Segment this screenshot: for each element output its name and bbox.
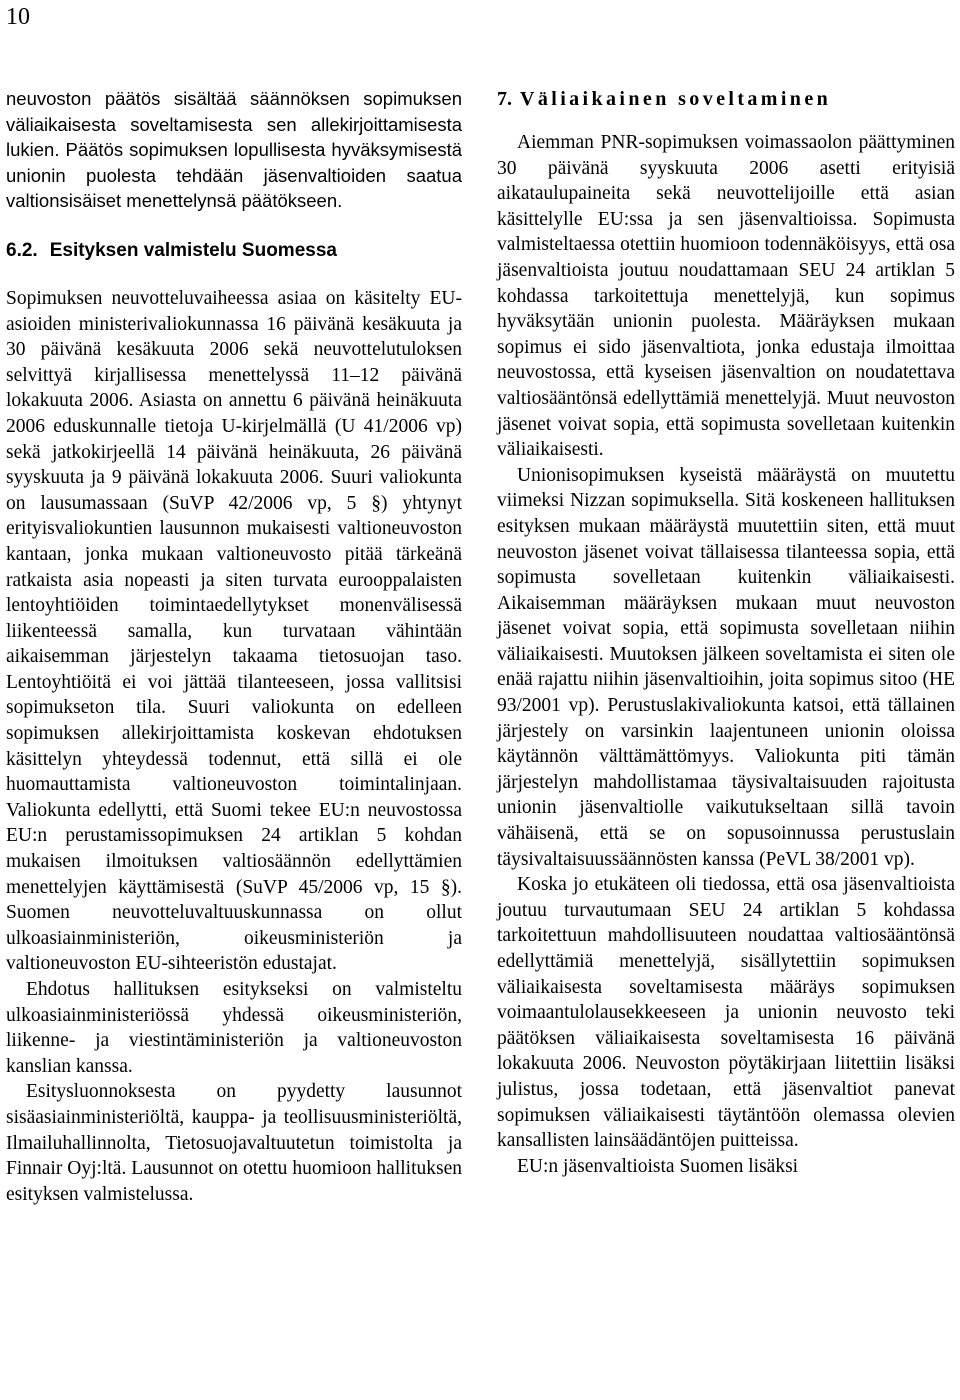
- section-heading-7: [497, 86, 955, 112]
- section-title: Väliaikainen soveltaminen: [520, 88, 832, 110]
- paragraph: Koska jo etukäteen oli tiedossa, että osa jäsenvaltioista joutuu turvautumaan SEU 24 artiklan 5 kohdassa tarkoitettuun mahdollisuuteen noudattaa valtiosääntönsä edellyttämiä menettelyjä, sisällytettiin sopimuksen väliaikaisesta soveltamisesta määräys sopimuksen voimaantulolausekkeeseen ja unionin neuvosto teki päätöksen väliaikaisesta soveltamisesta 16 päivänä lokakuuta 2006. Neuvoston pöytäkirjaan liitettiin lisäksi julistus, jossa todetaan, että jäsenvaltiot panevat sopimuksen väliaikaisesti täytäntöön olemassa olevien kansallisten lainsäädäntöjen puitteissa.: [497, 874, 955, 1152]
- page-number: 10: [6, 4, 30, 30]
- intro-paragraph: neuvoston päätös sisältää säännöksen sopimuksen väliaikaisesta soveltamisesta sen allekirjoittamisesta lukien. Päätös sopimuksen lopullisesta hyväksymisestä unionin puolesta tehdään jäsenvaltioiden saatua valtionsisäiset menettelynsä päätökseen.: [6, 88, 462, 212]
- paragraph: Esitysluonnoksesta on pyydetty lausunnot sisäasiainministeriöltä, kauppa- ja teollisuusministeriöltä, Ilmailuhallinnolta, Tietosuojavaltuutetun toimistolta ja Finnair Oyj:ltä. Lausunnot on otettu huomioon hallituksen esityksen valmistelussa.: [6, 1081, 462, 1205]
- section-number: 6.2.: [6, 239, 38, 261]
- section-title: Esityksen valmistelu Suomessa: [49, 239, 337, 261]
- section-number: 7.: [497, 88, 512, 110]
- paragraph: EU:n jäsenvaltioista Suomen lisäksi: [517, 1155, 799, 1177]
- section-heading-6-2: [6, 238, 462, 264]
- paragraph: Aiemman PNR-sopimuksen voimassaolon päättyminen 30 päivänä syyskuuta 2006 asetti erityisiä aikataulupaineita sekä neuvottelijoille että asian käsittelylle EU:ssa ja sen jäsenvaltioissa. Sopimusta valmisteltaessa otettiin huomioon todennäköisyys, että osa jäsenvaltioista joutuu noudattamaan SEU 24 artiklan 5 kohdassa tarkoitettuja menettelyjä, kun sopimus hyväksytään unionin puolesta. Määräyksen mukaan sopimus ei sido jäsenvaltiota, jonka edustaja ilmoittaa neuvostossa, että kyseisen jäsenvaltion on noudatettava valtiosääntönsä edellyttämiä menettelyjä. Muut neuvoston jäsenet voivat sopia, että sopimusta sovelletaan kuitenkin väliaikaisesti.: [497, 132, 955, 461]
- paragraph: Unionisopimuksen kyseistä määräystä on muutettu viimeksi Nizzan sopimuksella. Sitä koskeneen hallituksen esityksen mukaan määräystä muutettiin siten, että muut neuvoston jäsenet voivat tällaisessa tilanteessa sopia, että sopimusta sovelletaan kuitenkin väliaikaisesti. Aikaisemman määräyksen mukaan muut neuvoston jäsenet voivat sopia, että sopimusta sovelletaan niihin väliaikaisesti. Muutoksen jälkeen soveltamista ei siten ole enää rajattu niihin jäsenvaltioihin, joita sopimus sitoo (HE 93/2001 vp). Perustuslakivaliokunta katsoi, että tällainen järjestely on varsinkin laajentuneen unionin oloissa käytännön välttämättömyys. Valiokunta piti tämän järjestelyn mahdollistamaa täysivaltaisuuden rajoitusta unionin jäsenvaltiolle vaikutukseltaan sillä tavoin vähäisenä, että se on sopusoinnussa perustuslain täysivaltaisuussäännösten kanssa (PeVL 38/2001 vp).: [497, 464, 955, 870]
- paragraph: Ehdotus hallituksen esitykseksi on valmisteltu ulkoasiainministeriössä yhdessä oikeusministeriön, liikenne- ja viestintäministeriön ja valtioneuvoston kanslian kanssa.: [6, 979, 462, 1077]
- paragraph: Sopimuksen neuvotteluvaiheessa asiaa on käsitelty EU-asioiden ministerivaliokunnassa 16 päivänä kesäkuuta ja 30 päivänä kesäkuuta 2006 sekä neuvottelutuloksen selvittyä kirjallisessa menettelyssä 11–12 päivänä lokakuuta 2006. Asiasta on annettu 6 päivänä heinäkuuta 2006 eduskunnalle tietoja U-kirjelmällä (U 41/2006 vp) sekä jatkokirjeellä 14 päivänä heinäkuuta, 26 päivänä syyskuuta ja 9 päivänä lokakuuta 2006. Suuri valiokunta on lausumassaan (SuVP 42/2006 vp, 5 §) yhtynyt erityisvaliokuntien lausunnon mukaisesti valtioneuvoston kantaan, jonka mukaan valtioneuvosto pitää tärkeänä ratkaista asia nopeasti ja siten turvata eurooppalaisten lentoyhtiöiden toimintaedellytykset monenvälisessä liikenteessä samalla, kun turvataan vähintään aikaisemman järjestelyn takaama tietosuojan taso. Lentoyhtiöitä ei voi jättää tilanteeseen, jossa vallitsisi sopimukseton tila. Suuri valiokunta on edelleen sopimuksen allekirjoittamista koskevan ehdotuksen käsittelyn yhteydessä todennut, että sillä ei ole huomauttamista valtioneuvoston toimintalinjaan. Valiokunta edellytti, että Suomi tekee EU:n neuvostossa EU:n perustamissopimuksen 24 artiklan 5 kohdan mukaisen ilmoituksen valtiosäännön edellyttämien menettelyjen käyttämisestä (SuVP 45/2006 vp, 15 §). Suomen neuvotteluvaltuuskunnassa on ollut ulkoasiainministeriön, oikeusministeriön ja valtioneuvoston EU-sihteeristön edustajat.: [6, 287, 462, 975]
- left-column: [6, 86, 462, 1207]
- right-column: [497, 86, 955, 1179]
